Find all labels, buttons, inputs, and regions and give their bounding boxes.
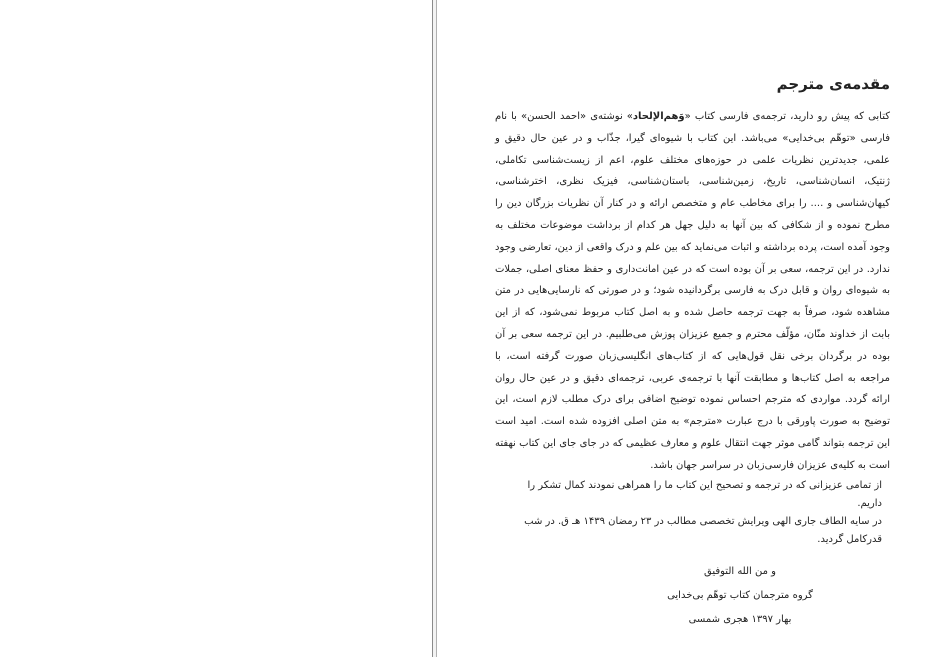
left-page-blank — [0, 0, 432, 657]
intro-text-start: کتابی که پیش رو دارید، ترجمه‌ی فارسی کتاب « — [684, 111, 891, 122]
thanks-section — [495, 477, 890, 549]
page-content — [495, 72, 890, 632]
closing-line-date: بهار ۱۳۹۷ هجری شمسی — [688, 613, 792, 625]
book-title: وَهم‌الإلحاد — [632, 111, 685, 122]
intro-text-rest: » نوشته‌ی «احمد الحسن» با نام فارسی «توهّم بی‌خدایی» می‌باشد. این کتاب با شیوه‌ای گیرا، جذّاب و در عین حال دقیق و علمی، جدیدترین نظریات علمی در حوزه‌های مختلف علوم، اعم از زیست‌شناسی تکاملی، ژنتیک، انسان‌شناسی، تاریخ، زمین‌شناسی، باستان‌شناسی، فیزیک نظری، اخترشناسی، کیهان‌شناسی و .... را برای مخاطب عام و متخصص ارائه و در کنار آن نظریات بزرگان دین را مطرح نموده و از شکافی که بین آنها به دلیل جهل هر کدام از برداشت موضوعات مختلف به وجود آمده است، پرده برداشته و اثبات می‌نماید که بین علم و درک واقعی از دین، تعارضی وجود ندارد. در این ترجمه، سعی بر آن بوده است که در عین امانت‌داری و حفظ معنای اصلی، جملات به شیوه‌ای روان و قابل درک به فارسی برگردانیده شود؛ و در صورتی که نارسایی‌هایی در متن مشاهده شود، صرفاً به جهت ترجمه حاصل شده و به اصل کتاب مربوط نمی‌شود، که از این بابت از خداوند منّان، مؤلّف محترم و جمیع عزیزان پوزش می‌طلبیم. در این ترجمه سعی بر آن بوده در برگردان برخی نقل قول‌هایی که از کتاب‌های انگلیسی‌زبان صورت گرفته است، با مراجعه به اصل کتاب‌ها و مطابقت آنها با ترجمه‌ی عربی، ترجمه‌ای دقیق و در عین حال روان ارائه گردد. مواردی که مترجم احساس نموده توضیح اضافی برای درک مطلب لازم است، این توضیح به صورت پاورقی با درج عبارت «مترجم» به متن اصلی افزوده شده است. امید است این ترجمه بتواند گامی موثر جهت انتقال علوم و معارف عظیمی که در جای جای این کتاب نهفته است به کلیه‌ی عزیزان فارسی‌زبان در سراسر جهان باشد. — [495, 111, 890, 471]
closing-line-translators: گروه مترجمان کتاب توهّم بی‌خدایی — [667, 589, 813, 601]
right-page — [437, 0, 926, 657]
intro-paragraph — [495, 106, 890, 477]
closing-signature — [590, 560, 890, 632]
page-title: مقدمه‌ی مترجم — [776, 75, 890, 93]
editing-note: در سایه الطاف جاری الهی ویرایش تخصصی مطالب در ۲۳ رمضان ۱۴۳۹ هـ ق. در شب قدرکامل گردید. — [524, 515, 882, 545]
closing-line-tawfiq: و من الله التوفیق — [704, 565, 776, 577]
thanks-line: از تمامی عزیزانی که در ترجمه و تصحیح این کتاب ما را همراهی نمودند کمال تشکر را داریم. — [527, 479, 882, 509]
